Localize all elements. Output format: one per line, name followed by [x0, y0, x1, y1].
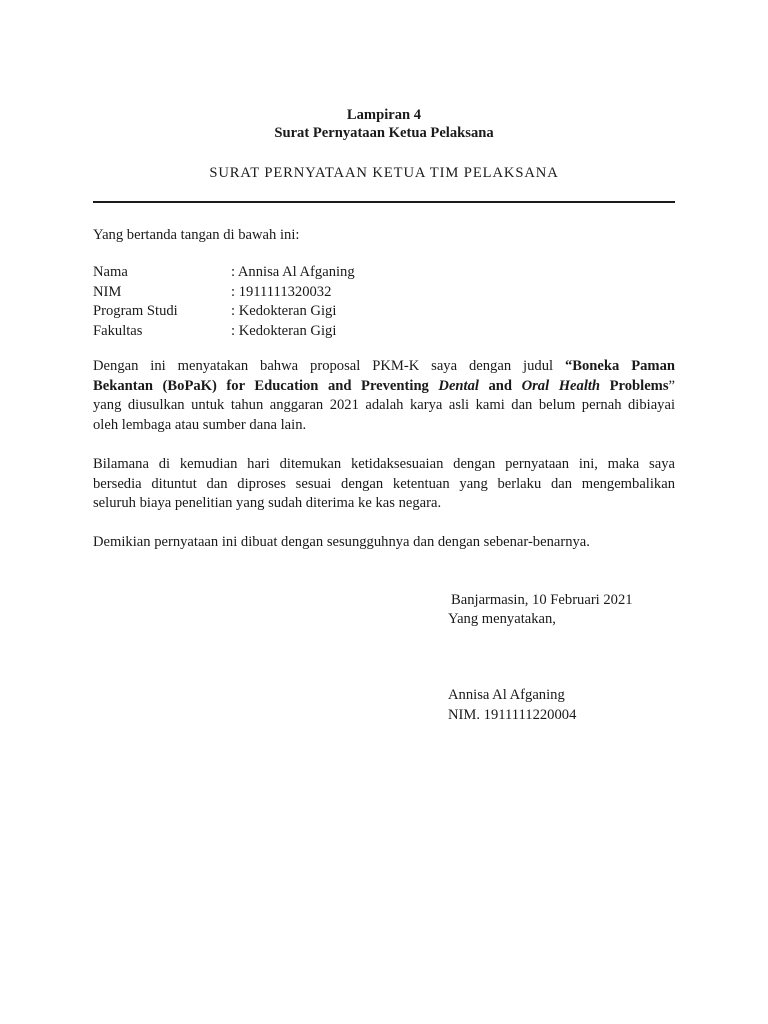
signer-nim: NIM. 1911111220004 [448, 707, 577, 723]
liability-paragraph [93, 455, 675, 514]
name-label: Nama [93, 264, 128, 280]
faculty-label: Fakultas [93, 323, 143, 339]
liability-line-1: Bilamana di kemudian hari ditemukan ketidaksesuaian dengan pernyataan ini, maka saya [93, 456, 675, 472]
proposal-title-oral-health: Oral Health [521, 377, 601, 394]
place-date: Banjarmasin, 10 Februari 2021 [451, 592, 633, 608]
statement-line-2 [93, 377, 675, 397]
proposal-title-part: Bekantan (BoPaK) for Education and Preventing [93, 377, 439, 394]
proposal-title-and: and [478, 377, 522, 394]
title-divider [93, 201, 675, 203]
nim-label: NIM [93, 284, 122, 300]
declarant-label: Yang menyatakan, [448, 611, 556, 627]
proposal-title-start: “Boneka Paman [564, 358, 675, 374]
name-value: : Annisa Al Afganing [231, 264, 355, 280]
program-label: Program Studi [93, 303, 178, 319]
attachment-label: Lampiran 4 [346, 107, 422, 123]
closing-paragraph [93, 533, 675, 553]
liability-line-3: seluruh biaya penelitian yang sudah diterima ke kas negara. [93, 495, 442, 511]
document-title: SURAT PERNYATAAN KETUA TIM PELAKSANA [209, 165, 559, 181]
statement-line-3: yang diusulkan untuk tahun anggaran 2021 adalah karya asli kami dan belum pernah dibiayai [93, 397, 675, 413]
liability-line-2: bersedia dituntut dan diproses sesuai dengan ketentuan yang berlaku dan mengembalikan [93, 475, 675, 492]
proposal-title-dental: Dental [438, 377, 479, 394]
proposal-title-problems: Problems [600, 377, 669, 394]
statement-lead: Dengan ini menyatakan bahwa proposal PKM-K saya dengan judul [93, 358, 565, 374]
document-subtitle: Surat Pernyataan Ketua Pelaksana [274, 125, 494, 141]
statement-line-4: oleh lembaga atau sumber dana lain. [93, 416, 307, 433]
statement-paragraph [93, 357, 675, 435]
faculty-value: : Kedokteran Gigi [231, 323, 337, 339]
intro-text: Yang bertanda tangan di bawah ini: [93, 227, 300, 243]
proposal-title-close: ” [668, 377, 675, 394]
statement-line-1 [93, 357, 675, 377]
closing-line: Demikian pernyataan ini dibuat dengan sesungguhnya dan dengan sebenar-benarnya. [93, 534, 590, 550]
signer-name: Annisa Al Afganing [448, 687, 565, 703]
program-value: : Kedokteran Gigi [231, 303, 337, 319]
nim-value: : 1911111320032 [231, 284, 332, 300]
